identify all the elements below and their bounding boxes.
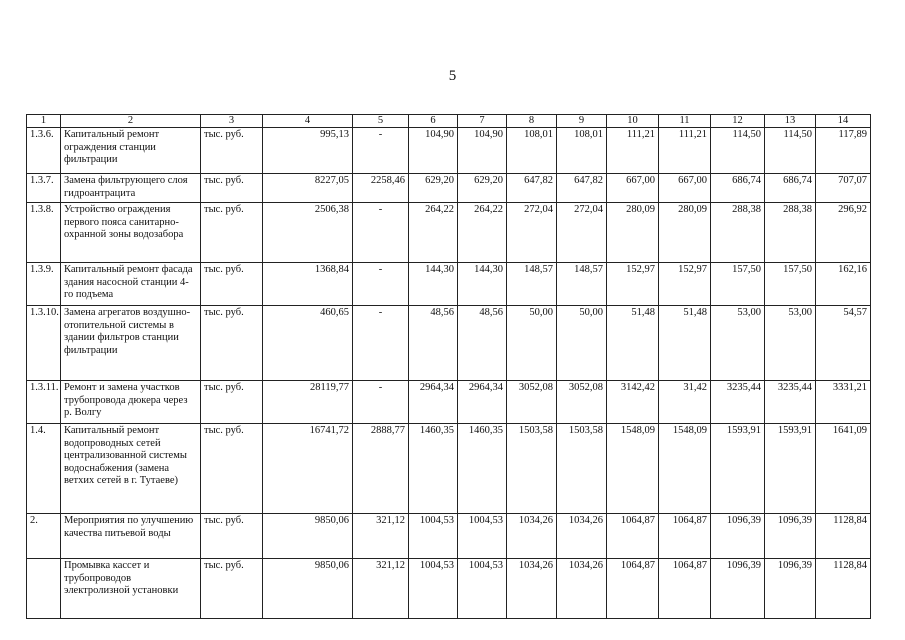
value-cell: 1641,09 [816,424,871,514]
value-cell: 1460,35 [409,424,458,514]
column-header: 10 [607,115,659,128]
value-cell: 647,82 [557,174,607,203]
value-cell: 1368,84 [263,263,353,306]
value-cell: 1034,26 [507,514,557,559]
column-header: 9 [557,115,607,128]
value-cell: 104,90 [409,128,458,174]
value-cell: 108,01 [557,128,607,174]
value-cell: 3142,42 [607,381,659,424]
column-header: 11 [659,115,711,128]
value-cell: 9850,06 [263,559,353,619]
value-cell: 280,09 [659,203,711,263]
value-cell: 272,04 [557,203,607,263]
value-cell: - [353,203,409,263]
value-cell: 1034,26 [557,559,607,619]
value-cell: 1128,84 [816,514,871,559]
column-header: 1 [27,115,61,128]
value-cell: - [353,306,409,381]
value-cell: 16741,72 [263,424,353,514]
value-cell: 157,50 [765,263,816,306]
value-cell: 1593,91 [765,424,816,514]
value-cell: 1004,53 [458,514,507,559]
table-row [27,203,871,263]
value-cell: 2258,46 [353,174,409,203]
value-cell: 117,89 [816,128,871,174]
value-cell: - [353,263,409,306]
value-cell: 148,57 [507,263,557,306]
value-cell: 272,04 [507,203,557,263]
value-cell: 28119,77 [263,381,353,424]
value-cell: 162,16 [816,263,871,306]
row-unit-cell: тыс. руб. [201,381,263,424]
value-cell: 296,92 [816,203,871,263]
column-header: 7 [458,115,507,128]
value-cell: 264,22 [409,203,458,263]
value-cell: 1503,58 [507,424,557,514]
table-row [27,128,871,174]
value-cell: 152,97 [659,263,711,306]
value-cell: 1096,39 [711,559,765,619]
table-row [27,306,871,381]
value-cell: 1096,39 [765,514,816,559]
row-code-cell: 1.3.10. [27,306,61,381]
column-header: 5 [353,115,409,128]
value-cell: 144,30 [458,263,507,306]
value-cell: 114,50 [765,128,816,174]
value-cell: 1064,87 [607,514,659,559]
value-cell: 264,22 [458,203,507,263]
column-header: 2 [61,115,201,128]
value-cell: 707,07 [816,174,871,203]
value-cell: 280,09 [607,203,659,263]
value-cell: 1460,35 [458,424,507,514]
value-cell: 686,74 [711,174,765,203]
value-cell: 647,82 [507,174,557,203]
value-cell: 51,48 [607,306,659,381]
column-header: 13 [765,115,816,128]
value-cell: 667,00 [659,174,711,203]
value-cell: 1548,09 [659,424,711,514]
value-cell: 1548,09 [607,424,659,514]
value-cell: 9850,06 [263,514,353,559]
value-cell: 50,00 [507,306,557,381]
table-row [27,263,871,306]
table-row [27,514,871,559]
value-cell: 288,38 [711,203,765,263]
value-cell: - [353,128,409,174]
value-cell: 111,21 [607,128,659,174]
row-unit-cell: тыс. руб. [201,424,263,514]
value-cell: 31,42 [659,381,711,424]
value-cell: 53,00 [711,306,765,381]
row-description-cell: Замена агрегатов воздушно-отопительной системы в здании фильтров станции фильтрации [61,306,201,381]
row-unit-cell: тыс. руб. [201,559,263,619]
value-cell: 148,57 [557,263,607,306]
value-cell: 1503,58 [557,424,607,514]
table-row [27,174,871,203]
table-row [27,559,871,619]
column-header: 3 [201,115,263,128]
row-unit-cell: тыс. руб. [201,514,263,559]
value-cell: 53,00 [765,306,816,381]
value-cell: 152,97 [607,263,659,306]
value-cell: 321,12 [353,559,409,619]
table-header-row [27,115,871,128]
row-unit-cell: тыс. руб. [201,263,263,306]
value-cell: 3052,08 [557,381,607,424]
row-code-cell: 1.3.8. [27,203,61,263]
value-cell: 1593,91 [711,424,765,514]
table-row [27,381,871,424]
value-cell: 1064,87 [607,559,659,619]
value-cell: 54,57 [816,306,871,381]
row-unit-cell: тыс. руб. [201,203,263,263]
row-code-cell [27,559,61,619]
value-cell: 321,12 [353,514,409,559]
value-cell: 48,56 [458,306,507,381]
row-description-cell: Ремонт и замена участков трубопровода дюкера через р. Волгу [61,381,201,424]
table-body [27,128,871,619]
value-cell: 3235,44 [765,381,816,424]
row-code-cell: 1.3.6. [27,128,61,174]
row-description-cell: Устройство ограждения первого пояса санитарно-охранной зоны водозабора [61,203,201,263]
value-cell: 2964,34 [458,381,507,424]
value-cell: - [353,381,409,424]
value-cell: 629,20 [458,174,507,203]
value-cell: 995,13 [263,128,353,174]
row-description-cell: Промывка кассет и трубопроводов электролизной установки [61,559,201,619]
value-cell: 2964,34 [409,381,458,424]
row-code-cell: 1.3.7. [27,174,61,203]
value-cell: 460,65 [263,306,353,381]
value-cell: 1128,84 [816,559,871,619]
row-code-cell: 2. [27,514,61,559]
value-cell: 1004,53 [458,559,507,619]
value-cell: 8227,05 [263,174,353,203]
value-cell: 48,56 [409,306,458,381]
value-cell: 667,00 [607,174,659,203]
column-header: 12 [711,115,765,128]
value-cell: 1004,53 [409,559,458,619]
page-number: 5 [448,68,457,84]
row-unit-cell: тыс. руб. [201,174,263,203]
value-cell: 144,30 [409,263,458,306]
value-cell: 104,90 [458,128,507,174]
row-unit-cell: тыс. руб. [201,128,263,174]
value-cell: 2506,38 [263,203,353,263]
row-code-cell: 1.3.11. [27,381,61,424]
column-header: 14 [816,115,871,128]
value-cell: 1064,87 [659,514,711,559]
row-description-cell: Капитальный ремонт фасада здания насосной станции 4-го подъема [61,263,201,306]
value-cell: 111,21 [659,128,711,174]
column-header: 8 [507,115,557,128]
column-header: 4 [263,115,353,128]
row-description-cell: Капитальный ремонт ограждения станции фильтрации [61,128,201,174]
value-cell: 51,48 [659,306,711,381]
row-description-cell: Капитальный ремонт водопроводных сетей централизованной системы водоснабжения (замена ветхих сетей в г. Тутаеве) [61,424,201,514]
value-cell: 3052,08 [507,381,557,424]
value-cell: 3331,21 [816,381,871,424]
value-cell: 114,50 [711,128,765,174]
value-cell: 3235,44 [711,381,765,424]
value-cell: 1064,87 [659,559,711,619]
value-cell: 1096,39 [765,559,816,619]
value-cell: 1034,26 [557,514,607,559]
row-unit-cell: тыс. руб. [201,306,263,381]
value-cell: 629,20 [409,174,458,203]
value-cell: 1004,53 [409,514,458,559]
value-cell: 1034,26 [507,559,557,619]
table-row [27,424,871,514]
value-cell: 1096,39 [711,514,765,559]
row-code-cell: 1.3.9. [27,263,61,306]
value-cell: 50,00 [557,306,607,381]
value-cell: 288,38 [765,203,816,263]
row-code-cell: 1.4. [27,424,61,514]
value-cell: 108,01 [507,128,557,174]
column-header: 6 [409,115,458,128]
value-cell: 157,50 [711,263,765,306]
row-description-cell: Замена фильтрующего слоя гидроантрацита [61,174,201,203]
budget-table [26,114,871,619]
value-cell: 2888,77 [353,424,409,514]
value-cell: 686,74 [765,174,816,203]
row-description-cell: Мероприятия по улучшению качества питьевой воды [61,514,201,559]
